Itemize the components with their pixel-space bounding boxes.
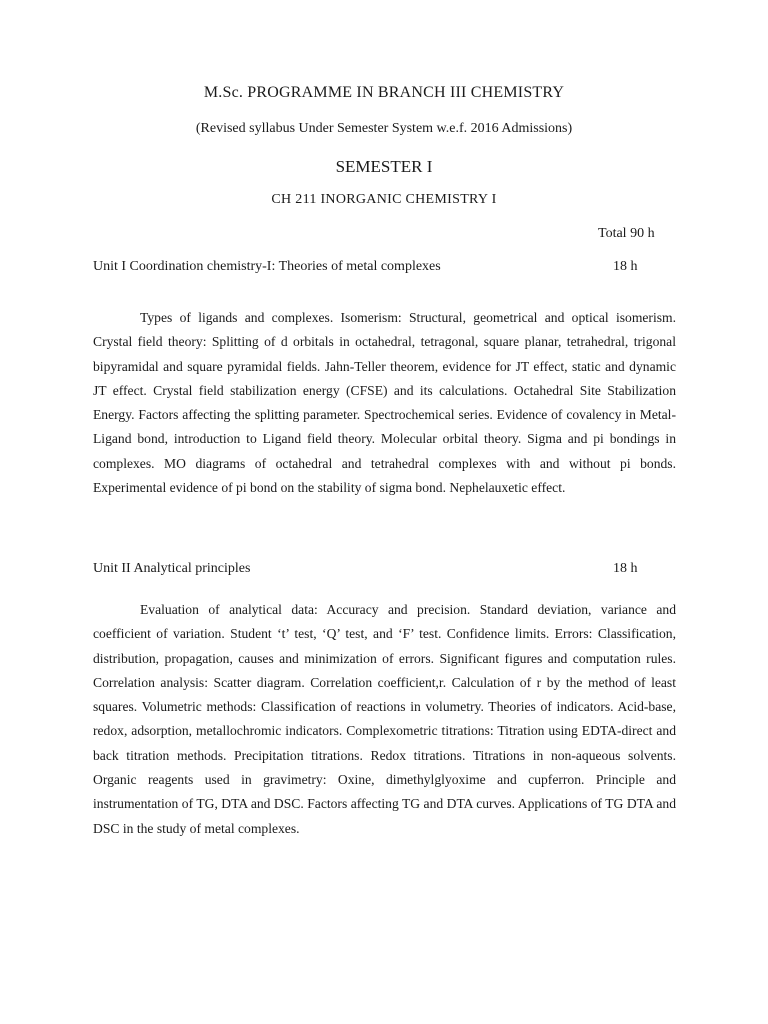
programme-title: M.Sc. PROGRAMME IN BRANCH III CHEMISTRY xyxy=(203,84,565,101)
semester-heading: SEMESTER I xyxy=(335,157,433,176)
unit-description: Types of ligands and complexes. Isomerism: Structural, geometrical and optical isomerism. Crystal field theory: Splitting of d orbitals in octahedral, tetragonal, square planar, tetrahedral, trigonal bipyramidal and square pyramidal fields. Jahn-Teller theorem, evidence for JT effect, static and dynamic JT effect. Crystal field stabilization energy (CFSE) and its calculations. Octahedral Site Stabilization Energy. Factors affecting the splitting parameter. Spectrochemical series. Evidence of covalency in Metal-Ligand bond, introduction to Ligand field theory. Molecular orbital theory. Sigma and pi bondings in complexes. MO diagrams of octahedral and tetrahedral complexes with and without pi bonds. Experimental evidence of pi bond on the stability of sigma bond. Nephelauxetic effect. xyxy=(93,310,676,496)
unit-title: Unit I Coordination chemistry-I: Theories of metal complexes xyxy=(93,259,441,274)
unit-hours: 18 h xyxy=(613,561,638,576)
unit-title: Unit II Analytical principles xyxy=(93,561,251,576)
course-title: CH 211 INORGANIC CHEMISTRY I xyxy=(271,192,497,207)
syllabus-subtitle: (Revised syllabus Under Semester System w.e.f. 2016 Admissions) xyxy=(195,121,573,136)
unit-description: Evaluation of analytical data: Accuracy and precision. Standard deviation, variance and coefficient of variation. Student ‘t’ test, ‘Q’ test, and ‘F’ test. Confidence limits. Errors: Classification, distribution, propagation, causes and minimization of errors. Significant figures and computation rules. Correlation analysis: Scatter diagram. Correlation coefficient,r. Calculation of r by the method of least squares. Volumetric methods: Classification of reactions in volumetry. Theories of indicators. Acid-base, redox, adsorption, metallochromic indicators. Complexometric titrations: Titration using EDTA-direct and back titration methods. Precipitation titrations. Redox titrations. Titrations in non-aqueous solvents. Organic reagents used in gravimetry: Oxine, dimethylglyoxime and cupferron. Principle and instrumentation of TG, DTA and DSC. Factors affecting TG and DTA curves. Applications of TG DTA and DSC in the study of metal complexes. xyxy=(93,602,676,836)
total-hours: Total 90 h xyxy=(598,226,655,241)
unit-hours: 18 h xyxy=(613,259,638,274)
